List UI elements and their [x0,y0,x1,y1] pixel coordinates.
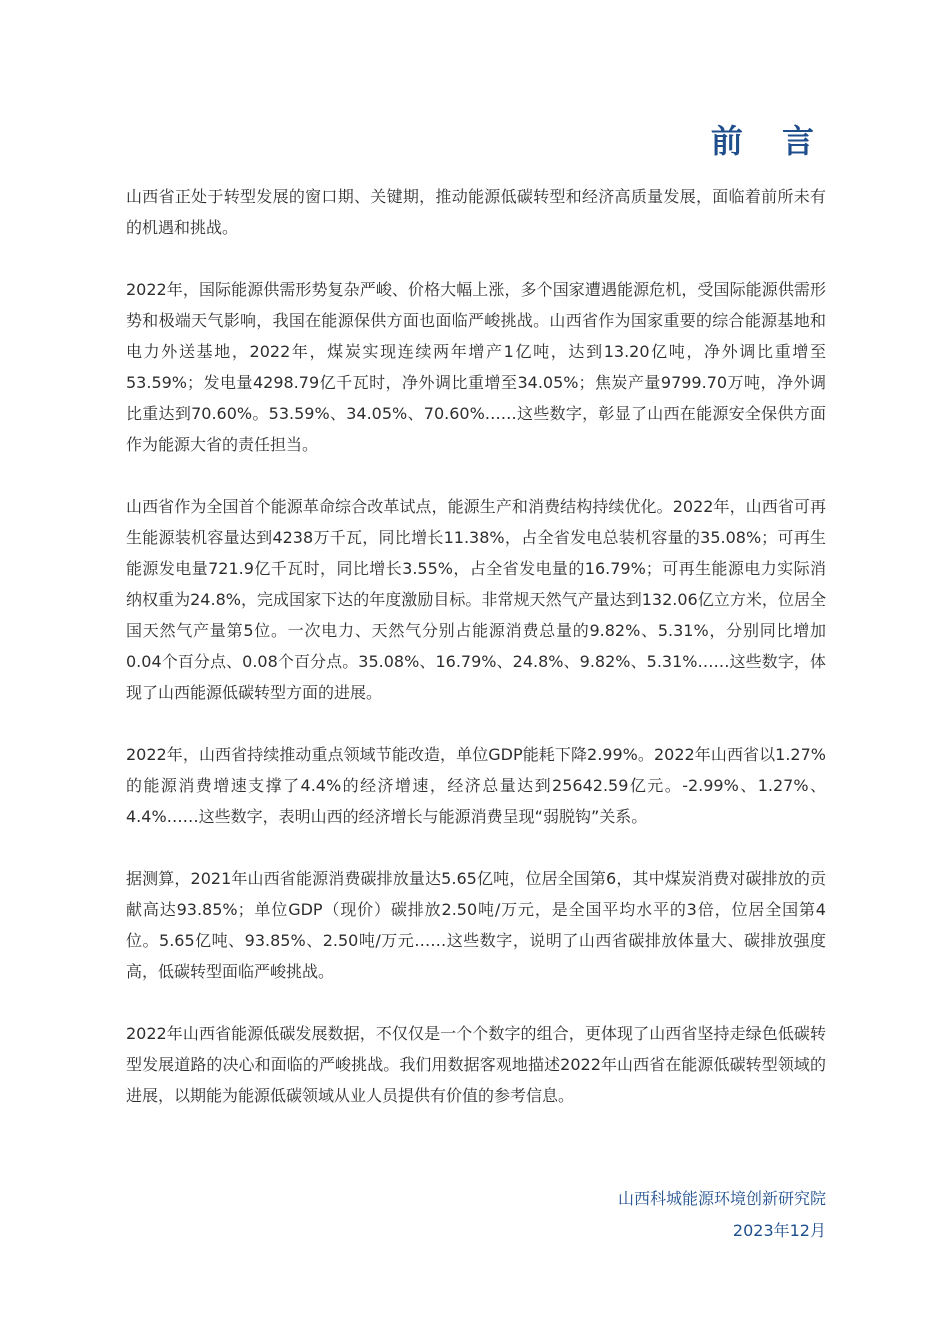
paragraph-4: 2022年，山西省持续推动重点领域节能改造，单位GDP能耗下降2.99%。2022年山西省以1.27%的能源消费增速支撑了4.4%的经济增速，经济总量达到25642.59亿元。-2.99%、1.27%、4.4%……这些数字，表明山西的经济增长与能源消费呈现“弱脱钩”关系。 [126,745,826,826]
paragraph-1: 山西省正处于转型发展的窗口期、关键期，推动能源低碳转型和经济高质量发展，面临着前所未有的机遇和挑战。 [126,187,826,237]
signature-block [618,1183,826,1247]
paragraph-6: 2022年山西省能源低碳发展数据，不仅仅是一个个数字的组合，更体现了山西省坚持走绿色低碳转型发展道路的决心和面临的严峻挑战。我们用数据客观地描述2022年山西省在能源低碳转型领域的进展，以期能为能源低碳领域从业人员提供有价值的参考信息。 [126,1024,826,1105]
paragraph-2: 2022年，国际能源供需形势复杂严峻、价格大幅上涨，多个国家遭遇能源危机，受国际能源供需形势和极端天气影响，我国在能源保供方面也面临严峻挑战。山西省作为国家重要的综合能源基地和电力外送基地，2022年，煤炭实现连续两年增产1亿吨，达到13.20亿吨，净外调比重增至53.59%；发电量4298.79亿千瓦时，净外调比重增至34.05%；焦炭产量9799.70万吨，净外调比重达到70.60%。53.59%、34.05%、70.60%……这些数字，彰显了山西在能源安全保供方面作为能源大省的责任担当。 [126,280,826,454]
page-title: 前 言 [710,122,828,160]
paragraph-5: 据测算，2021年山西省能源消费碳排放量达5.65亿吨，位居全国第6，其中煤炭消费对碳排放的贡献高达93.85%；单位GDP（现价）碳排放2.50吨/万元，是全国平均水平的3倍，位居全国第4位。5.65亿吨、93.85%、2.50吨/万元……这些数字，说明了山西省碳排放体量大、碳排放强度高，低碳转型面临严峻挑战。 [126,869,826,981]
preface-body [126,181,826,1142]
paragraph-3: 山西省作为全国首个能源革命综合改革试点，能源生产和消费结构持续优化。2022年，山西省可再生能源装机容量达到4238万千瓦，同比增长11.38%，占全省发电总装机容量的35.08%；可再生能源发电量721.9亿千瓦时，同比增长3.55%，占全省发电量的16.79%；可再生能源电力实际消纳权重为24.8%，完成国家下达的年度激励目标。非常规天然气产量达到132.06亿立方米，位居全国天然气产量第5位。一次电力、天然气分别占能源消费总量的9.82%、5.31%，分别同比增加0.04个百分点、0.08个百分点。35.08%、16.79%、24.8%、9.82%、5.31%……这些数字，体现了山西能源低碳转型方面的进展。 [126,497,826,702]
signature-date: 2023年12月 [732,1221,826,1240]
signature-organization: 山西科城能源环境创新研究院 [617,1189,826,1208]
